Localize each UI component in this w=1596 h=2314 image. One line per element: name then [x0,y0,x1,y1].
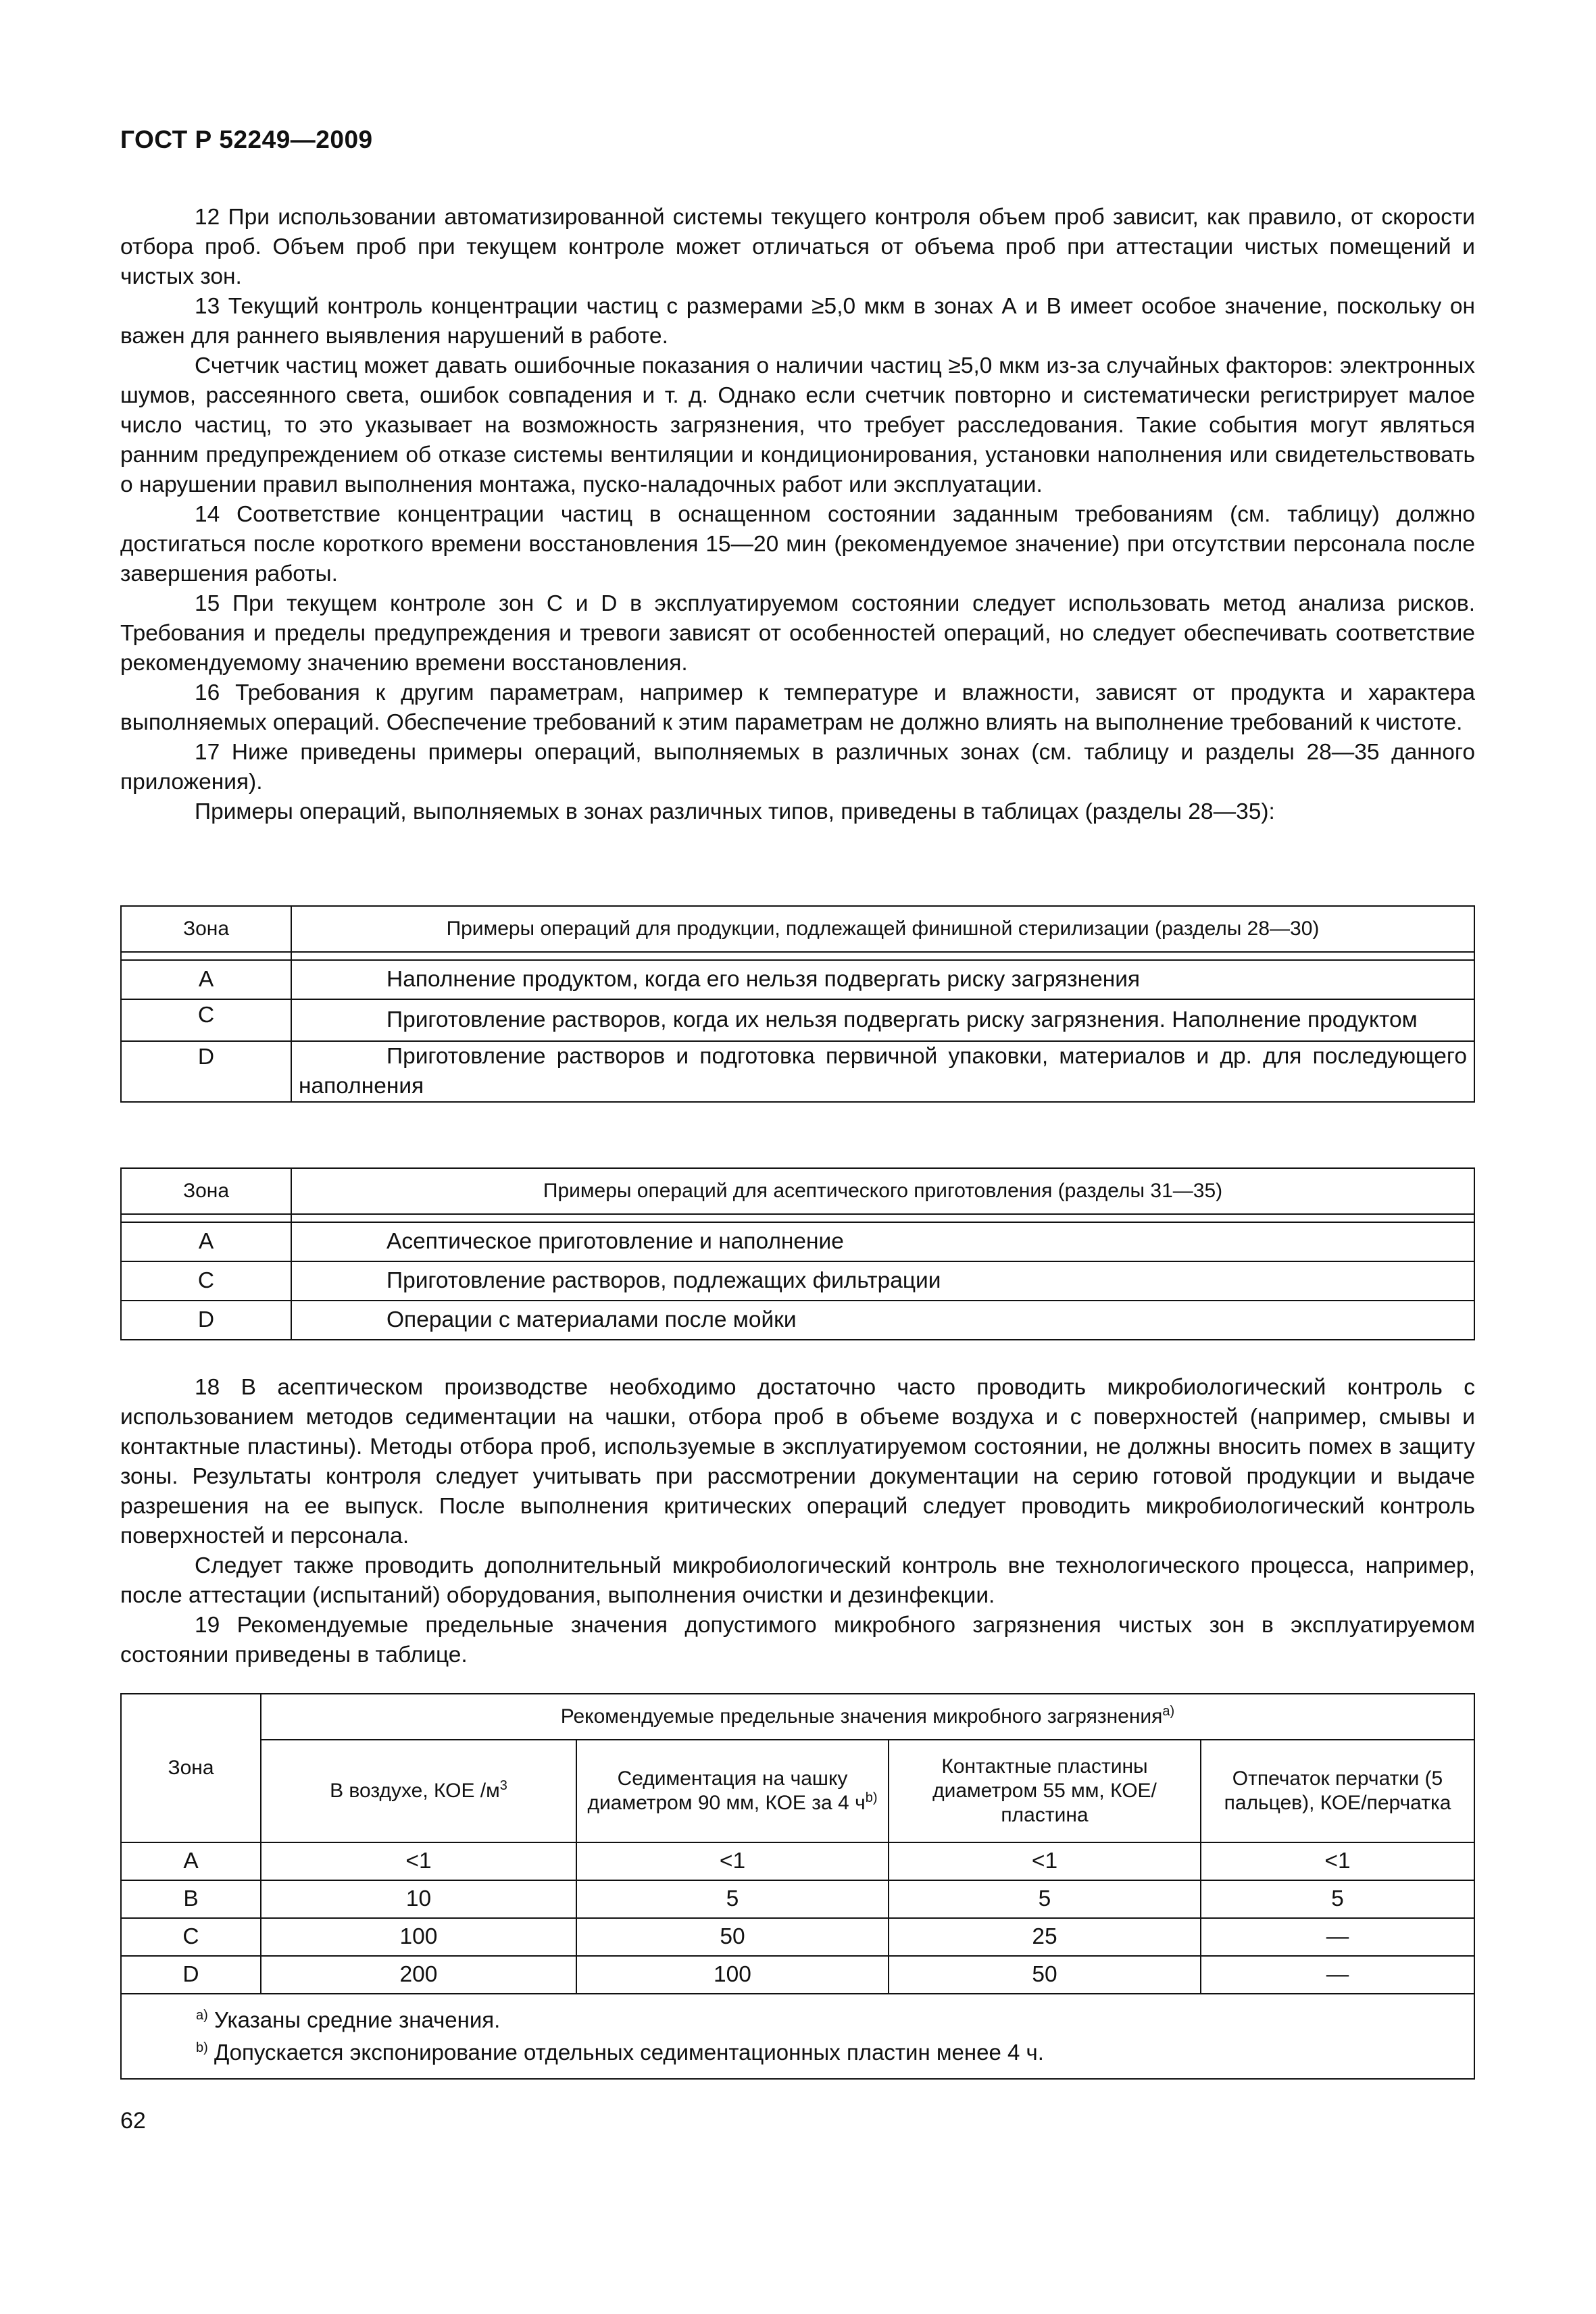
paragraph: 13 Текущий контроль концентрации частиц с размерами ≥5,0 мкм в зонах А и В имеет особое значение, поскольку он важен для раннего выявления нарушений в работе. [120,294,1475,349]
zone-cell: С [121,1261,291,1301]
table-row [121,1918,1474,1956]
value-cell: — [1201,1918,1474,1956]
table-separator [121,952,291,960]
zone-cell: В [121,1880,261,1918]
value-cell: <1 [576,1842,889,1880]
operations-table-terminal-sterilization [120,905,1475,1103]
zone-cell: D [121,1956,261,1994]
table-row [121,1301,1474,1340]
table-row [121,1956,1474,1994]
paragraph: 17 Ниже приведены примеры операций, выполняемых в различных зонах (см. таблицу и разделы 28—35 данного приложения). [120,740,1475,795]
value-cell: 100 [261,1918,576,1956]
table-row [121,960,1474,999]
paragraph: 16 Требования к другим параметрам, например к температуре и влажности, зависят от продукта и характера выполняемых операций. Обеспечение требований к этим параметрам не должно влиять на выполнение требований к чистоте. [120,680,1475,735]
footnote-mark: a) [1162,1704,1175,1719]
paragraph: Счетчик частиц может давать ошибочные показания о наличии частиц ≥5,0 мкм из-за случайных факторов: электронных шумов, рассеянного света, ошибок совпадения и т. д. Однако если счетчик повторно и систематически регистрирует малое число частиц, то это указывает на возможность загрязнения, что требует расследования. Такие события могут являться ранним предупреждением об отказе системы вентиляции и кондиционирования, установки наполнения или свидетельствовать о нарушении правил выполнения монтажа, пуско-наладочных работ или эксплуатации. [120,353,1475,497]
table-header-zone: Зона [121,906,291,952]
page-number: 62 [120,2108,146,2134]
footnote-text: Указаны средние значения. [207,2007,501,2032]
table-row [121,999,1474,1041]
microbial-limits-table [120,1693,1475,2080]
value-cell: 50 [576,1918,889,1956]
footnote-mark: a) [196,2008,208,2023]
col-air-text: В воздухе, КОЕ /м [330,1780,500,1802]
table-header-zone: Зона [121,1694,261,1842]
paragraph: 12 При использовании автоматизированной системы текущего контроля объем проб зависит, как правило, от скорости отбора проб. Объем проб при текущем контроле может отличаться от объема проб при аттестации чистых помещений и чистых зон. [120,205,1475,289]
value-cell: 25 [889,1918,1201,1956]
zone-cell: С [121,1918,261,1956]
zone-cell: С [121,999,291,1041]
table-separator [121,1214,291,1222]
paragraph: Примеры операций, выполняемых в зонах различных типов, приведены в таблицах (разделы 28—35): [195,799,1275,824]
operation-cell: Приготовление растворов и подготовка первичной упаковки, материалов и др. для последующего наполнения [291,1041,1474,1102]
paragraph: Следует также проводить дополнительный микробиологический контроль вне технологического процесса, например, после аттестации (испытаний) оборудования, выполнения очистки и дезинфекции. [120,1553,1475,1608]
paragraph: 14 Соответствие концентрации частиц в оснащенном состоянии заданным требованиям (см. таблицу) должно достигаться после короткого времени восстановления 15—20 мин (рекомендуемое значение) при отсутствии персонала после завершения работы. [120,502,1475,586]
operations-table-aseptic [120,1167,1475,1340]
operation-cell: Приготовление растворов, когда их нельзя подвергать риску загрязнения. Наполнение продуктом [291,999,1474,1041]
footnotes-cell [121,1994,1474,2079]
value-cell: <1 [1201,1842,1474,1880]
operation-cell: Приготовление растворов, подлежащих фильтрации [291,1261,1474,1301]
table-header-group [261,1694,1474,1740]
value-cell: 5 [889,1880,1201,1918]
table-row [121,1842,1474,1880]
table-row [121,1880,1474,1918]
footnote-mark: b) [196,2040,208,2055]
table-separator [291,952,1474,960]
zone-cell: D [121,1041,291,1102]
paragraph: 18 В асептическом производстве необходимо достаточно часто проводить микробиологический контроль с использованием методов седиментации на чашки, отбора проб в объеме воздуха и с поверхностей (например, смывы и контактные пластины). Методы отбора проб, используемые в эксплуатируемом состоянии, не должны вносить помех в защиту зоны. Результаты контроля следует учитывать при рассмотрении документации на серию готовой продукции и выдаче разрешения на ее выпуск. После выполнения критических операций следует проводить микробиологический контроль поверхностей и персонала. [120,1375,1475,1549]
table-row [121,1222,1474,1261]
col-sedimentation-text: Седиментация на чашку диаметром 90 мм, КОЕ за 4 ч [587,1767,866,1814]
paragraph: 15 При текущем контроле зон С и D в эксплуатируемом состоянии следует использовать метод анализа рисков. Требования и пределы предупреждения и тревоги зависят от особенностей операций, но следует обеспечивать соответствие рекомендуемому значению времени восстановления. [120,591,1475,676]
table-header-glove-print: Отпечаток перчатки (5 пальцев), КОЕ/перчатка [1201,1740,1474,1842]
table-header-zone: Зона [121,1168,291,1214]
table-row [121,1041,1474,1102]
unit-exponent: 3 [499,1778,507,1793]
value-cell: 5 [576,1880,889,1918]
zone-cell: А [121,1842,261,1880]
footnote-text: Допускается экспонирование отдельных седиментационных пластин менее 4 ч. [207,2040,1044,2065]
operation-cell: Операции с материалами после мойки [291,1301,1474,1340]
zone-cell: А [121,1222,291,1261]
value-cell: 50 [889,1956,1201,1994]
value-cell: 100 [576,1956,889,1994]
paragraph: 19 Рекомендуемые предельные значения допустимого микробного загрязнения чистых зон в эксплуатируемом состоянии приведены в таблице. [120,1613,1475,1667]
value-cell: 200 [261,1956,576,1994]
table-header-contact-plates: Контактные пластины диаметром 55 мм, КОЕ/пластина [889,1740,1201,1842]
value-cell: — [1201,1956,1474,1994]
table-header-operations: Примеры операций для асептического приготовления (разделы 31—35) [291,1168,1474,1214]
value-cell: <1 [889,1842,1201,1880]
operation-cell: Асептическое приготовление и наполнение [291,1222,1474,1261]
table-footnotes [121,1994,1474,2079]
table-separator [291,1214,1474,1222]
table-row [121,1261,1474,1301]
table-header-air [261,1740,576,1842]
footnote-mark: b) [865,1790,878,1805]
value-cell: 10 [261,1880,576,1918]
zone-cell: А [121,960,291,999]
zone-cell: D [121,1301,291,1340]
footnote-b [196,2036,1399,2069]
value-cell: <1 [261,1842,576,1880]
document-header: ГОСТ Р 52249—2009 [120,126,373,153]
body-text-bottom [120,1373,1475,1670]
table-header-operations: Примеры операций для продукции, подлежащей финишной стерилизации (разделы 28—30) [291,906,1474,952]
table-header-sedimentation [576,1740,889,1842]
value-cell: 5 [1201,1880,1474,1918]
footnote-a [196,2004,1399,2036]
header-group-text: Рекомендуемые предельные значения микробного загрязнения [560,1705,1163,1728]
operation-cell: Наполнение продуктом, когда его нельзя подвергать риску загрязнения [291,960,1474,999]
body-text-top [120,203,1475,827]
